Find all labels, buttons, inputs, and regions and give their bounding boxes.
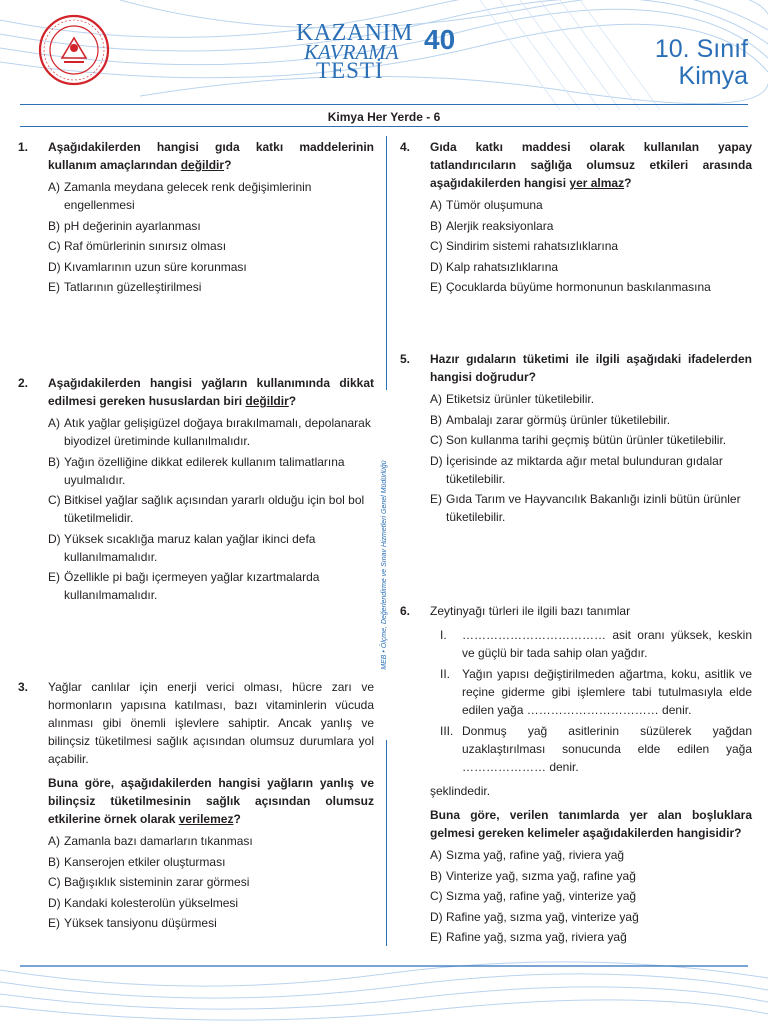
question-passage: Yağlar canlılar için enerji verici olması, hücre zarı ve hormonların yapısına katılması, bazı vitaminlerin vücuda alınması gibi önemli işlevlere sahiptir. Ancak yanlış ve bilinçsiz tüketilmesi sağlık açısından olumsuz durumlara yol açabilir. [48,680,374,766]
definition-item-2: II. Yağın yapısı değiştirilmeden ağartma, koku, asitlik ve reçine giderme gibi işlemlere tabi tutulmasıyla elde edilen yağa …………………………… denir. [440,667,752,717]
answer-option-b[interactable]: B) Vinterize yağ, sızma yağ, rafine yağ [430,868,636,883]
answer-option-d[interactable]: D) Kalp rahatsızlıklarına [430,259,559,274]
answer-option-a[interactable]: A) Etiketsiz ürünler tüketilebilir. [430,392,595,406]
definition-item-1: I. ……………………………… asit oranı yüksek, keskin ve güçlü bir tada sahip olan yağdır. [440,628,752,660]
question-stem: Buna göre, verilen tanımlarda yer alan boşluklara gelmesi gereken kelimeler aşağıdakilerden hangisidir? [430,808,752,840]
publisher-side-label [381,390,393,740]
answer-option-e[interactable]: E) Yüksek tansiyonu düşürmesi [48,916,217,931]
answer-option-a[interactable]: A) Atık yağlar gelişigüzel doğaya bırakılmamalı, depolanarak biyodizel üretiminde kullanılmalıdır. [48,416,371,448]
brand-word-3: TESTİ [316,58,384,83]
answer-option-b[interactable]: B) Yağın özelliğine dikkat edilerek kullanım talimatlarına uyulmalıdır. [48,454,345,487]
question-number: 2. [18,376,29,390]
header-rule [20,104,748,105]
answer-option-c[interactable]: C) Raf ömürlerinin sınırsız olması [48,239,227,254]
subject-name: Kimya [678,62,748,90]
answer-option-d[interactable]: D) Rafine yağ, sızma yağ, vinterize yağ [430,909,639,924]
question-number: 1. [18,140,29,154]
test-number: 40 [424,24,456,55]
answer-option-d[interactable]: D) Kıvamlarının uzun süre korunması [48,259,247,274]
answer-option-b[interactable]: B) Alerjik reaksiyonlara [430,218,554,233]
footer-wave-decoration [0,960,768,1024]
answer-option-d[interactable]: D) Kandaki kolesterolün yükselmesi [48,895,239,910]
question-number: 4. [400,140,411,154]
answer-option-e[interactable]: E) Özellikle pi bağı içermeyen yağlar kızartmalarda kullanılmamalıdır. [48,570,320,603]
question-stem: Hazır gıdaların tüketimi ile ilgili aşağıdaki ifadelerden hangisi doğrudur? [430,352,752,384]
negative-keyword: yer almaz [569,176,625,190]
answer-option-c[interactable]: C) Bitkisel yağlar sağlık açısından yararlı olduğu için bol bol tüketilmelidir. [48,493,365,526]
answer-option-b[interactable]: B) Ambalajı zarar görmüş ürünler tüketilebilir. [430,412,671,427]
answer-option-e[interactable]: E) Tatlarının güzelleştirilmesi [48,280,202,295]
answer-option-e[interactable]: E) Gıda Tarım ve Hayvancılık Bakanlığı izinli bütün ürünler tüketilebilir. [430,492,741,525]
definition-item-3: III. Donmuş yağ asitlerinin süzülerek yağdan uzaklaştırılması sonucunda elde edilen yağa ………………… denir. [440,724,752,774]
question-stem: Gıda katkı maddesi olarak kullanılan yapay tatlandırıcıların sağlığa olumsuz etkileri arasında aşağıdakilerden hangisi yer almaz? [430,140,752,190]
question-2 [18,374,374,607]
grade-subject-label [655,36,748,90]
question-6 [400,602,752,949]
answer-option-e[interactable]: E) Rafine yağ, sızma yağ, riviera yağ [430,930,627,945]
answer-option-c[interactable]: C) Sızma yağ, rafine yağ, vinterize yağ [430,889,637,904]
ministry-seal-logo [38,14,110,86]
test-brand-logo [294,20,474,90]
header-rule-bottom [20,126,748,127]
negative-keyword: verilemez [178,812,234,826]
question-stem: Buna göre, aşağıdakilerden hangisi yağların yanlış ve bilinçsiz tüketilmesinin sağlık açısından olumsuz etkilerine örnek olarak verilemez? [48,776,374,826]
answer-option-e[interactable]: E) Çocuklarda büyüme hormonunun baskılanmasına [430,280,711,295]
question-number: 5. [400,352,411,366]
answer-option-a[interactable]: A) Zamanla bazı damarların tıkanması [48,834,253,848]
answer-option-d[interactable]: D) İçerisinde az miktarda ağır metal bulunduran gıdalar tüketilebilir. [430,453,723,486]
answer-option-d[interactable]: D) Yüksek sıcaklığa maruz kalan yağlar ikinci defa kullanılmamalıdır. [48,531,316,564]
grade-level: 10. Sınıf [654,35,748,63]
question-3 [18,678,374,935]
answer-option-a[interactable]: A) Zamanla meydana gelecek renk değişimlerinin engellenmesi [48,180,312,212]
answer-option-a[interactable]: A) Tümör oluşumuna [430,198,543,212]
answer-option-c[interactable]: C) Son kullanma tarihi geçmiş bütün ürünler tüketilebilir. [430,433,727,448]
answer-option-a[interactable]: A) Sızma yağ, rafine yağ, riviera yağ [430,848,625,862]
answer-option-b[interactable]: B) Kanserojen etkiler oluşturması [48,854,226,869]
question-1 [18,138,374,299]
negative-keyword: değildir [245,394,289,408]
brand-word-1: KAZANIM [296,20,413,46]
question-intro: Zeytinyağı türleri ile ilgili bazı tanımlar [430,604,631,618]
negative-keyword: değildir [180,158,225,172]
answer-option-c[interactable]: C) Bağışıklık sisteminin zarar görmesi [48,875,250,890]
answer-option-c[interactable]: C) Sindirim sistemi rahatsızlıklarına [430,239,619,254]
unit-title: Kimya Her Yerde - 6 [327,110,441,124]
brand-word-2: KAVRAMA [304,40,399,64]
question-5 [400,350,752,529]
question-stem: Aşağıdakilerden hangisi gıda katkı maddelerinin kullanım amaçlarından değildir? [48,140,374,172]
question-outro: şeklindedir. [430,784,491,798]
answer-option-b[interactable]: B) pH değerinin ayarlanması [48,218,201,233]
question-stem: Aşağıdakilerden hangisi yağların kullanımında dikkat edilmesi gereken hususlardan biri değildir? [48,376,374,408]
question-number: 6. [400,604,411,618]
question-4 [400,138,752,299]
publisher-text: MEB • Ölçme, Değerlendirme ve Sınav Hizmetleri Genel Müdürlüğü [381,390,388,740]
question-number: 3. [18,680,29,694]
